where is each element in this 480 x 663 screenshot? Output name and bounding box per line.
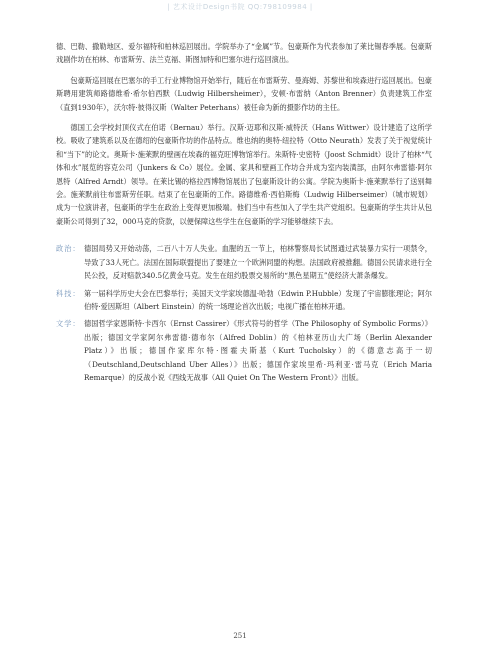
- watermark: | 艺术设计Design书院 QQ:798109984 |: [167, 3, 313, 11]
- note-label: 科技：: [56, 288, 81, 298]
- paragraph: 德、巴勒、撒勒地区、爱尔福特和柏林巡回展出。学院举办了“金属”节。包豪斯作为代表参加了莱比锡春季展。包豪斯戏剧作坊在柏林、布雷斯劳、法兰克福、斯图加特和巴塞尔进行巡回演出。: [56, 42, 432, 65]
- note-text: 德国局势又开始动荡，二百八十万人失业。血腥的五一节上，柏林警察局长试图通过武装暴力实行一项禁令，导致了33人死亡。法国在国际联盟提出了要建立一个欧洲同盟的构想。法国政府被推翻。德国公民请求进行全民公投，反对赔款340.5亿黄金马克。发生在纽约股票交易所的“黑色星期五”使经济大萧条爆发。: [84, 244, 432, 281]
- note-label: 文学：: [56, 319, 81, 329]
- page-number: 251: [233, 632, 247, 640]
- page-content: [56, 40, 432, 388]
- note-label: 政治：: [56, 244, 81, 254]
- note-politics: [56, 242, 432, 282]
- note-technology: [56, 287, 432, 314]
- paragraph: 德国工会学校封顶仪式在伯诺（Bernau）举行。汉斯·迈耶和汉斯·威特沃（Hans Wittwer）设计建造了这所学校。吸收了建筑系以及在德绍的包豪斯作坊的作品特点。维也纳的奥特·纽拉特（Otto Neurath）发表了关于视觉统计和“当下”的论文。奥斯卡·施莱默的壁画在埃森的福克旺博物馆举行。朱斯特·史密特（Joost Schmidt）设计了柏林“气体和水”展览的容克公司（Junkers & Co）展位。金属、家具和壁画工作坊合并成为室内装潢部，由阿尔弗雷德·阿尔恩特（Alfred Arndt）领导。在莱比锡的格拉西博物馆展出了包豪斯设计的公寓。学院为奥斯卡·施莱默举行了送别舞会。施莱默前往布雷斯劳任职。结束了在包豪斯的工作。路德维希·西伯斯梅（Ludwig Hilberseimer）（城市规划）成为一位演讲者，包豪斯的学生在政治上变得更加极端。他们当中有些加入了学生共产党组织。包豪斯的学生共计从包豪斯公司得到了32，000马克的贷款，以便保障这些学生在包豪斯的学习能够继续下去。: [56, 123, 432, 226]
- paragraph: 包豪斯巡回展在巴塞尔的手工行业博物馆开始举行，随后在布雷斯劳、曼海姆、苏黎世和埃森进行巡回展出。包豪斯聘用建筑师路德维希·希尔伯西默（Ludwig Hilbersheimer），安顿·布雷纳（Anton Brenner）负责建筑工作室（直到1930年），沃尔特·彼得汉斯（Walter Peterhans）被任命为新的摄影作坊的主任。: [56, 75, 432, 112]
- sidebar-notes: [56, 242, 432, 384]
- note-text: 第一届科学历史大会在巴黎举行；美国天文学家埃德温·哈勃（Edwin P.Hubble）发现了宇宙膨胀理论；阿尔伯特·爱因斯坦（Albert Einstein）的统一场理论首次出版；电视广播在柏林开通。: [84, 288, 432, 311]
- note-literature: [56, 317, 432, 384]
- note-text: 德国哲学家恩斯特·卡西尔（Ernst Cassirer）《形式符号的哲学（The Philosophy of Symbolic Forms）》出版；德国文学家阿尔弗雷德·德布尔（Alfred Doblin）的《柏林亚历山大广场（Berlin Alexander Platz）》出版；德国作家库尔特·图霍夫斯基（Kurt Tucholsky）的《德意志高于一切（Deutschland,Deutschland Uber Alles）》出版；德国作家埃里希·玛利亚·雷马克（Erich Maria Remarque）的反战小说《西线无战事（All Quiet On The Western Front）》出版。: [84, 319, 432, 382]
